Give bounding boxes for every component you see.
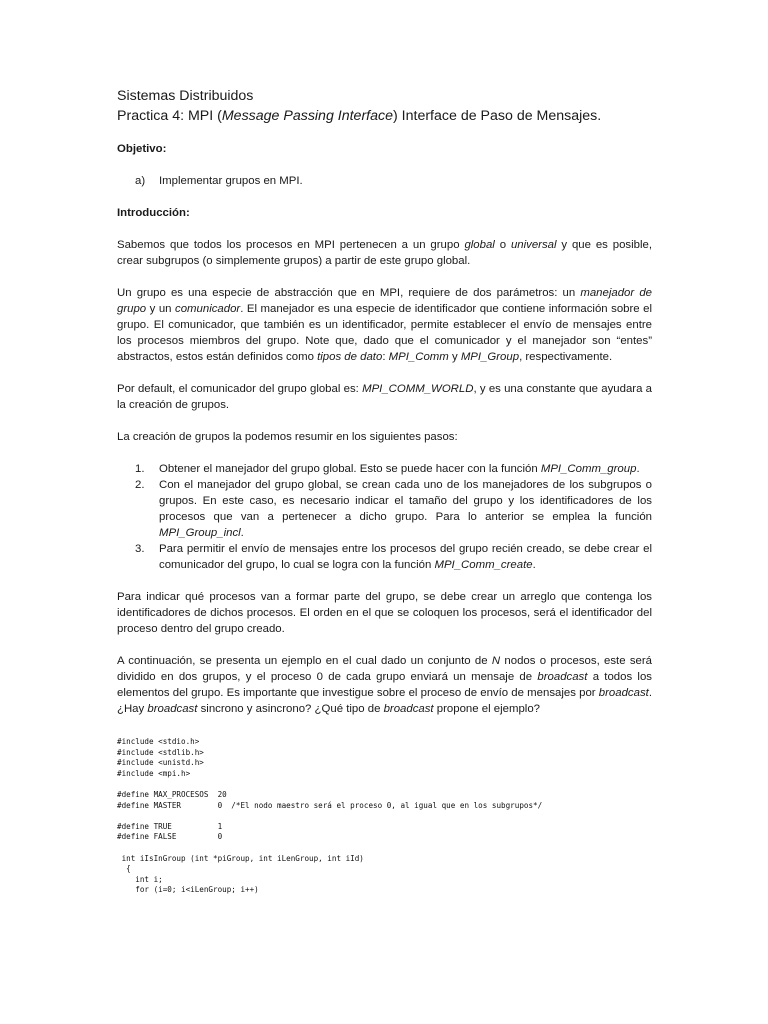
intro-p3-text: , y es una constante que ayudara a la creación de grupos. (117, 383, 652, 411)
intro-p6-em: N (491, 655, 501, 667)
intro-paragraph-3 (117, 381, 652, 413)
intro-p1-em: global (464, 239, 495, 251)
step-text: . (240, 527, 244, 539)
code-line-include: #include <stdlib.h> (117, 747, 204, 757)
code-blank-line (117, 779, 652, 790)
code-line-define: #define MAX_PROCESOS 20 (117, 789, 227, 799)
intro-p6-text: a todos los elementos del grupo. Es importante que investigue sobre el proceso de envío de mensajes por (117, 671, 652, 699)
step-text: Obtener el manejador del grupo global. Esto se puede hacer con la función (159, 463, 541, 475)
step-function-name: MPI_Comm_group (540, 463, 637, 475)
code-line-include: #include <stdio.h> (117, 737, 200, 746)
intro-p2-em: MPI_Comm (388, 351, 449, 363)
intro-p6-em: broadcast (598, 687, 649, 699)
intro-p6-text: nodos o procesos, este será dividido en dos grupos, y el proceso 0 de cada grupo enviará un mensaje de (117, 655, 652, 683)
step-text: Con el manejador del grupo global, se crean cada uno de los manejadores de los subgrupos o grupos. En este caso, es necesario indicar el tamaño del grupo y los identificadores de los procesos que van a pertenecer a dicho grupo. Para lo anterior se emplea la función (159, 479, 652, 523)
code-line-define: #define TRUE 1 (117, 821, 223, 831)
intro-p6-text: propone el ejemplo? (433, 703, 540, 715)
intro-p2-em: MPI_Group (460, 351, 520, 363)
course-title: Sistemas Distribuidos (117, 88, 254, 104)
intro-paragraph-1 (117, 237, 652, 269)
intro-p2-text: y (448, 351, 461, 363)
objetivo-list (117, 173, 652, 189)
code-block (117, 737, 652, 896)
step-marker: 2. (135, 479, 145, 491)
intro-p2-text: y un (146, 303, 175, 315)
steps-list (117, 461, 652, 573)
intro-p6-text: sincrono y asincrono? ¿Qué tipo de (197, 703, 384, 715)
step-item (117, 541, 652, 573)
intro-p1-em: universal (510, 239, 557, 251)
intro-p6-text: A continuación, se presenta un ejemplo en el cual dado un conjunto de (117, 655, 492, 667)
code-line-define: #define FALSE 0 (117, 832, 223, 842)
intro-p1-text: o (494, 239, 511, 251)
step-marker: 3. (135, 543, 145, 555)
intro-p3-text: Por default, el comunicador del grupo global es: (117, 383, 363, 395)
code-line-define: #define MASTER 0 /*El nodo maestro será el proceso 0, al igual que en los subgrupos*/ (117, 800, 543, 810)
intro-p6-em: broadcast (383, 703, 434, 715)
code-line-function: int i; (117, 874, 163, 884)
step-text: . (636, 463, 640, 475)
intro-p1-text: Sabemos que todos los procesos en MPI pertenecen a un grupo (117, 239, 465, 251)
document-content (117, 86, 652, 896)
intro-p2-text: : (382, 351, 389, 363)
step-item (117, 477, 652, 541)
intro-p2-text: , respectivamente. (519, 351, 613, 363)
objetivo-marker: a) (135, 175, 146, 187)
code-line-include: #include <mpi.h> (117, 768, 191, 778)
intro-paragraph-6 (117, 653, 652, 717)
intro-p2-em: comunicador (175, 303, 241, 315)
intro-p6-em: broadcast (147, 703, 198, 715)
code-line-function: int iIsInGroup (int *piGroup, int iLenGroup, int iId) (117, 853, 364, 863)
objetivo-text: Implementar grupos en MPI. (159, 175, 303, 187)
code-blank-line (117, 843, 652, 854)
step-text: . (532, 559, 536, 571)
intro-p2-em: manejador de grupo (117, 287, 652, 315)
intro-p2-em: tipos de dato (317, 351, 383, 363)
step-function-name: MPI_Comm_create (434, 559, 533, 571)
code-line-include: #include <unistd.h> (117, 758, 204, 768)
step-text: Para permitir el envío de mensajes entre los procesos del grupo recién creado, se debe crear el comunicador del grupo, lo cual se logra con la función (159, 543, 652, 571)
intro-p1-text: y que es posible, crear subgrupos (o simplemente grupos) a partir de este grupo global. (117, 239, 653, 267)
intro-paragraph-2 (117, 285, 652, 365)
intro-p2-text: . El manejador es una especie de identificador que contiene información sobre el grupo. El comunicador, que también es un identificador, permite establecer el envío de mensajes entre los procesos miembros del grupo. Note que, dado que el comunicador y el manejador son “entes” abstractos, estos están definidos como (117, 303, 652, 363)
intro-p2-text: Un grupo es una especie de abstracción que en MPI, requiere de dos parámetros: un (117, 287, 581, 299)
practice-title-prefix: Practica 4: MPI ( (117, 108, 222, 124)
code-blank-line (117, 811, 652, 822)
step-item (117, 461, 652, 477)
step-marker: 1. (135, 463, 145, 475)
practice-title-em: Message Passing Interface (221, 108, 393, 124)
intro-p3-em: MPI_COMM_WORLD (362, 383, 474, 395)
introduccion-heading: Introducción: (117, 207, 190, 219)
intro-p6-em: broadcast (537, 671, 588, 683)
practice-title (117, 106, 652, 126)
objetivo-item (117, 173, 652, 189)
intro-paragraph-5: Para indicar qué procesos van a formar parte del grupo, se debe crear un arreglo que contenga los identificadores de dichos procesos. El orden en el que se coloquen los procesos, será el identificador del proceso dentro del grupo creado. (117, 591, 652, 635)
step-function-name: MPI_Group_incl (159, 527, 241, 539)
intro-paragraph-4: La creación de grupos la podemos resumir en los siguientes pasos: (117, 431, 458, 443)
intro-p6-text: . ¿Hay (117, 687, 652, 715)
code-line-function: for (i=0; i<iLenGroup; i++) (117, 885, 259, 895)
code-line-function: { (117, 864, 131, 874)
objetivo-heading: Objetivo: (117, 143, 167, 155)
practice-title-suffix: ) Interface de Paso de Mensajes. (393, 108, 602, 124)
